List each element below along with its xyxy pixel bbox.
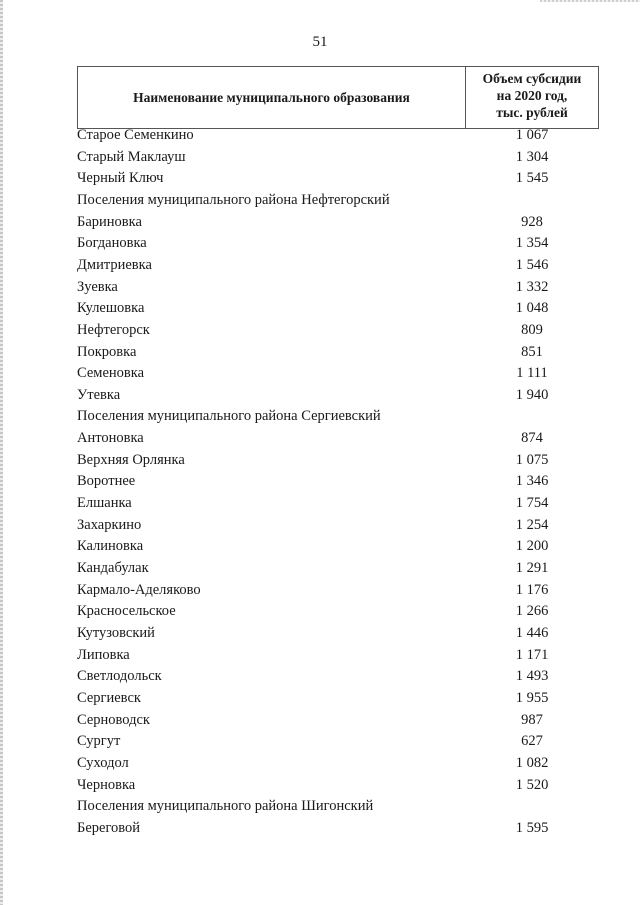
subsidy-value: 1 171 [515,646,549,663]
municipality-name: Сургут [77,733,121,750]
municipality-name: Светлодольск [77,668,162,685]
table-row [0,149,640,171]
municipality-name: Калиновка [77,538,144,555]
municipality-name: Береговой [77,819,141,836]
table-row [0,538,640,560]
table-section-row [0,408,640,430]
municipality-name: Черный Ключ [77,170,164,187]
table-row [0,452,640,474]
header-volume-line: на 2020 год, [496,88,568,103]
municipality-name: Нефтегорск [77,321,150,338]
municipality-name: Липовка [77,646,130,663]
section-title: Поселения муниципального района Сергиевский [77,408,381,425]
subsidy-value: 874 [521,430,543,447]
municipality-name: Антоновка [77,430,144,447]
table-row [0,344,640,366]
subsidy-value: 1 346 [515,473,549,490]
municipality-name: Кармало-Аделяково [77,581,201,598]
table-row [0,647,640,669]
subsidy-value: 1 266 [515,603,549,620]
subsidy-value: 1 493 [515,668,549,685]
subsidy-value: 809 [521,321,543,338]
municipality-name: Сергиевск [77,689,141,706]
section-title: Поселения муниципального района Шигонский [77,798,374,815]
municipality-name: Елшанка [77,495,132,512]
table-row [0,235,640,257]
table-row [0,279,640,301]
municipality-name: Старое Семенкино [77,127,194,143]
table-row [0,170,640,192]
subsidy-value: 1 075 [515,451,549,468]
subsidy-value: 1 595 [515,819,549,836]
table-section-row [0,192,640,214]
table-row [0,733,640,755]
subsidy-value: 1 048 [515,300,549,317]
municipality-name: Серноводск [77,711,150,728]
subsidy-value: 1 200 [515,538,549,555]
subsidy-value: 1 254 [515,516,549,533]
municipality-name: Захаркино [77,516,142,533]
header-volume-line: Объем субсидии [482,71,582,86]
subsidy-value: 1 082 [515,754,549,771]
table-row [0,777,640,799]
section-title: Поселения муниципального района Нефтегорский [77,191,390,208]
table-row [0,560,640,582]
table-row [0,365,640,387]
municipality-name: Кутузовский [77,624,155,641]
table-row [0,755,640,777]
municipality-name: Верхняя Орлянка [77,451,185,468]
table-row [0,820,640,842]
municipality-name: Черновка [77,776,136,793]
page-number: 51 [312,34,328,50]
municipality-name: Дмитриевка [77,256,152,273]
municipality-name: Покровка [77,343,137,360]
municipality-name: Суходол [77,754,129,771]
header-volume-column [466,70,598,121]
table-row [0,300,640,322]
subsidy-value: 627 [521,733,543,750]
table-row [0,127,640,149]
table-row [0,625,640,647]
scan-edge-top [540,0,640,2]
municipality-name: Кулешовка [77,300,145,317]
table-row [0,517,640,539]
municipality-name: Старый Маклауш [77,148,186,165]
table-row [0,387,640,409]
municipality-name: Воротнее [77,473,136,490]
subsidy-value: 1 546 [515,256,549,273]
table-row [0,582,640,604]
subsidy-value: 851 [521,343,543,360]
subsidy-value: 1 754 [515,495,549,512]
subsidy-value: 1 111 [516,365,548,382]
table-section-row [0,798,640,820]
table-row [0,712,640,734]
municipality-name: Утевка [77,386,121,403]
table-row [0,690,640,712]
subsidy-value: 928 [521,213,543,230]
municipality-name: Бариновка [77,213,142,230]
subsidy-value: 1 176 [515,581,549,598]
table-row [0,322,640,344]
subsidy-value: 1 067 [515,127,549,143]
subsidy-value: 1 545 [515,170,549,187]
table-row [0,668,640,690]
subsidy-value: 1 332 [515,278,549,295]
table-row [0,473,640,495]
table-row [0,603,640,625]
subsidy-value: 987 [521,711,543,728]
subsidy-value: 1 520 [515,776,549,793]
municipality-name: Зуевка [77,278,118,295]
table-row [0,257,640,279]
table-row [0,495,640,517]
municipality-name: Красносельское [77,603,176,620]
subsidy-value: 1 446 [515,624,549,641]
municipality-name: Богдановка [77,235,147,252]
table-row [0,430,640,452]
header-volume-line: тыс. рублей [496,105,568,120]
subsidy-value: 1 955 [515,689,549,706]
header-name-column: Наименование муниципального образования [133,90,410,105]
table-row [0,214,640,236]
subsidy-value: 1 304 [515,148,549,165]
subsidy-value: 1 354 [515,235,549,252]
subsidy-value: 1 940 [515,386,549,403]
subsidy-value: 1 291 [515,560,549,576]
municipality-name: Кандабулак [77,560,149,576]
municipality-name: Семеновка [77,365,145,382]
